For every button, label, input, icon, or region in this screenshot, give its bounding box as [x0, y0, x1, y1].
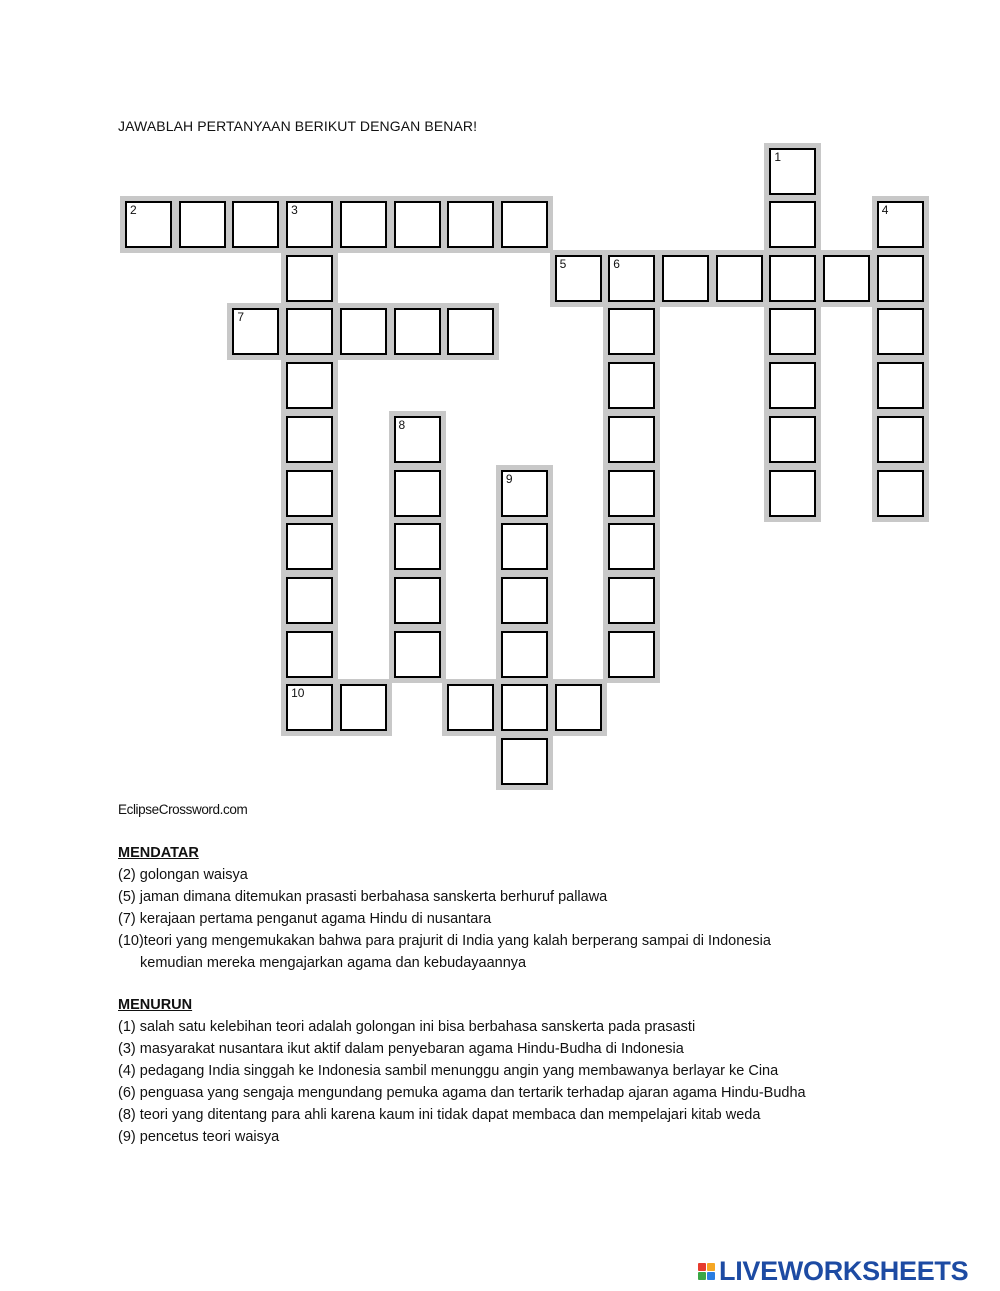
- letter-input[interactable]: [503, 203, 546, 246]
- letter-input[interactable]: [610, 579, 653, 622]
- letter-input[interactable]: [771, 150, 814, 193]
- crossword-cell[interactable]: [769, 416, 816, 463]
- letter-input[interactable]: [879, 364, 922, 407]
- crossword-cell[interactable]: [555, 684, 602, 731]
- letter-input[interactable]: [342, 686, 385, 729]
- crossword-cell[interactable]: [662, 255, 709, 302]
- crossword-cell-5[interactable]: [555, 255, 602, 302]
- crossword-cell[interactable]: [286, 470, 333, 517]
- letter-input[interactable]: [771, 364, 814, 407]
- clue-item: (3) masyarakat nusantara ikut aktif dalam penyebaran agama Hindu-Budha di Indonesia: [118, 1041, 684, 1057]
- letter-input[interactable]: [879, 257, 922, 300]
- crossword-cell[interactable]: [716, 255, 763, 302]
- clue-number: 2: [130, 203, 137, 217]
- crossword-cell[interactable]: [877, 416, 924, 463]
- crossword-cell-8[interactable]: [394, 416, 441, 463]
- liveworksheets-logo: [698, 1256, 968, 1286]
- clue-item: (6) penguasa yang sengaja mengundang pemuka agama dan tertarik terhadap ajaran agama Hindu-Budha: [118, 1085, 806, 1101]
- letter-input[interactable]: [396, 525, 439, 568]
- clue-item: (9) pencetus teori waisya: [118, 1129, 280, 1145]
- crossword-cell[interactable]: [769, 470, 816, 517]
- logo-square: [698, 1263, 706, 1271]
- crossword-cell[interactable]: [394, 201, 441, 248]
- clue-item: (4) pedagang India singgah ke Indonesia sambil menunggu angin yang membawanya berlayar ke Cina: [118, 1063, 779, 1079]
- crossword-cell[interactable]: [823, 255, 870, 302]
- crossword-cell-4[interactable]: [877, 201, 924, 248]
- crossword-cell-9[interactable]: [501, 470, 548, 517]
- crossword-cell[interactable]: [340, 308, 387, 355]
- crossword-cell[interactable]: [394, 577, 441, 624]
- crossword-cell[interactable]: [501, 201, 548, 248]
- letter-input[interactable]: [342, 310, 385, 353]
- crossword-cell[interactable]: [608, 416, 655, 463]
- crossword-cell[interactable]: [340, 684, 387, 731]
- letter-input[interactable]: [718, 257, 761, 300]
- clue-number: 1: [774, 150, 782, 164]
- crossword-cell[interactable]: [608, 631, 655, 678]
- letter-input[interactable]: [396, 418, 439, 461]
- letter-input[interactable]: [771, 310, 814, 353]
- letter-input[interactable]: [503, 633, 546, 676]
- crossword-cell[interactable]: [286, 255, 333, 302]
- crossword-cell[interactable]: [286, 523, 333, 570]
- letter-input[interactable]: [771, 472, 814, 515]
- letter-input[interactable]: [396, 472, 439, 515]
- crossword-cell-2[interactable]: [125, 201, 172, 248]
- crossword-cell[interactable]: [608, 470, 655, 517]
- clue-number: 5: [559, 256, 567, 271]
- crossword-cell[interactable]: [286, 362, 333, 409]
- clue-item: (2) golongan waisya: [118, 867, 248, 883]
- letter-input[interactable]: [771, 418, 814, 461]
- clue-item: (8) teori yang ditentang para ahli karena kaum ini tidak dapat membaca dan mempelajari kitab weda: [118, 1107, 761, 1123]
- crossword-cell[interactable]: [501, 631, 548, 678]
- crossword-cell[interactable]: [608, 523, 655, 570]
- clue-number: 8: [398, 417, 406, 432]
- down-heading: MENURUN: [118, 997, 193, 1013]
- letter-input[interactable]: [610, 310, 653, 353]
- clue-number: 6: [613, 256, 620, 271]
- crossword-cell[interactable]: [877, 308, 924, 355]
- logo-icon: [698, 1263, 715, 1280]
- clue-number: 10: [291, 686, 305, 701]
- crossword-cell[interactable]: [394, 308, 441, 355]
- crossword-cell-1[interactable]: [769, 148, 816, 195]
- crossword-cell[interactable]: [286, 577, 333, 624]
- clue-item: (7) kerajaan pertama penganut agama Hindu di nusantara: [118, 911, 492, 927]
- letter-input[interactable]: [288, 418, 331, 461]
- letter-input[interactable]: [503, 579, 546, 622]
- letter-input[interactable]: [825, 257, 868, 300]
- letter-input[interactable]: [610, 364, 653, 407]
- crossword-cell[interactable]: [447, 684, 494, 731]
- letter-input[interactable]: [288, 310, 331, 353]
- crossword-cell[interactable]: [501, 738, 548, 785]
- crossword-cell-7[interactable]: [232, 308, 279, 355]
- logo-square: [707, 1263, 715, 1271]
- across-clues: [118, 842, 918, 974]
- letter-input[interactable]: [396, 633, 439, 676]
- letter-input[interactable]: [557, 686, 600, 729]
- clue-number: 7: [237, 310, 245, 325]
- crossword-cell-3[interactable]: [286, 201, 333, 248]
- letter-input[interactable]: [557, 257, 600, 300]
- crossword-cell[interactable]: [394, 523, 441, 570]
- letter-input[interactable]: [288, 525, 331, 568]
- letter-input[interactable]: [610, 472, 653, 515]
- letter-input[interactable]: [342, 203, 385, 246]
- crossword-cell[interactable]: [769, 201, 816, 248]
- letter-input[interactable]: [771, 257, 814, 300]
- letter-input[interactable]: [879, 310, 922, 353]
- logo-text: LIVEWORKSHEETS: [719, 1255, 969, 1286]
- letter-input[interactable]: [288, 203, 331, 246]
- letter-input[interactable]: [396, 203, 439, 246]
- logo-square: [707, 1272, 715, 1280]
- letter-input[interactable]: [288, 633, 331, 676]
- letter-input[interactable]: [234, 203, 277, 246]
- down-clues: [118, 994, 918, 1148]
- clue-item: (10)teori yang mengemukakan bahwa para prajurit di India yang kalah berperang sampai di Indonesia: [118, 933, 771, 949]
- logo-square: [698, 1272, 706, 1280]
- crossword-cell[interactable]: [877, 255, 924, 302]
- clue-item: (1) salah satu kelebihan teori adalah golongan ini bisa berbahasa sanskerta pada prasasti: [118, 1019, 696, 1035]
- letter-input[interactable]: [503, 686, 546, 729]
- crossword-cell[interactable]: [608, 577, 655, 624]
- crossword-cell[interactable]: [179, 201, 226, 248]
- crossword-cell[interactable]: [394, 470, 441, 517]
- crossword-cell[interactable]: [447, 308, 494, 355]
- letter-input[interactable]: [503, 472, 546, 515]
- letter-input[interactable]: [288, 686, 331, 729]
- letter-input[interactable]: [449, 203, 492, 246]
- letter-input[interactable]: [181, 203, 224, 246]
- letter-input[interactable]: [127, 203, 170, 246]
- crossword-cell[interactable]: [769, 308, 816, 355]
- crossword-cell[interactable]: [877, 470, 924, 517]
- letter-input[interactable]: [503, 740, 546, 783]
- crossword-cell[interactable]: [501, 684, 548, 731]
- crossword-cell[interactable]: [501, 523, 548, 570]
- letter-input[interactable]: [879, 472, 922, 515]
- crossword-cell[interactable]: [877, 362, 924, 409]
- letter-input[interactable]: [771, 203, 814, 246]
- letter-input[interactable]: [610, 418, 653, 461]
- crossword-cell[interactable]: [608, 362, 655, 409]
- crossword-cell[interactable]: [340, 201, 387, 248]
- letter-input[interactable]: [288, 579, 331, 622]
- crossword-cell[interactable]: [394, 631, 441, 678]
- letter-input[interactable]: [288, 257, 331, 300]
- worksheet-instruction: JAWABLAH PERTANYAAN BERIKUT DENGAN BENAR!: [118, 118, 478, 134]
- source-credit: EclipseCrossword.com: [118, 802, 248, 817]
- crossword-cell[interactable]: [232, 201, 279, 248]
- letter-input[interactable]: [449, 310, 492, 353]
- crossword-cell[interactable]: [447, 201, 494, 248]
- clue-number: 9: [505, 471, 513, 486]
- letter-input[interactable]: [879, 203, 922, 246]
- letter-input[interactable]: [234, 310, 277, 353]
- crossword-cell[interactable]: [286, 416, 333, 463]
- letter-input[interactable]: [396, 310, 439, 353]
- crossword-cell[interactable]: [769, 362, 816, 409]
- letter-input[interactable]: [503, 525, 546, 568]
- clue-continuation: kemudian mereka mengajarkan agama dan kebudayaannya: [140, 955, 527, 971]
- crossword-cell[interactable]: [286, 308, 333, 355]
- letter-input[interactable]: [610, 633, 653, 676]
- clue-item: (5) jaman dimana ditemukan prasasti berbahasa sanskerta berhuruf pallawa: [118, 889, 608, 905]
- letter-input[interactable]: [610, 257, 653, 300]
- crossword-cell-10[interactable]: [286, 684, 333, 731]
- letter-input[interactable]: [396, 579, 439, 622]
- letter-input[interactable]: [879, 418, 922, 461]
- crossword-cell[interactable]: [769, 255, 816, 302]
- crossword-cell-6[interactable]: [608, 255, 655, 302]
- letter-input[interactable]: [288, 364, 331, 407]
- crossword-cell[interactable]: [286, 631, 333, 678]
- clue-number: 3: [291, 203, 298, 217]
- clue-number: 4: [881, 203, 889, 217]
- letter-input[interactable]: [664, 257, 707, 300]
- crossword-cell[interactable]: [501, 577, 548, 624]
- letter-input[interactable]: [449, 686, 492, 729]
- letter-input[interactable]: [610, 525, 653, 568]
- letter-input[interactable]: [288, 472, 331, 515]
- across-heading: MENDATAR: [118, 845, 199, 861]
- crossword-cell[interactable]: [608, 308, 655, 355]
